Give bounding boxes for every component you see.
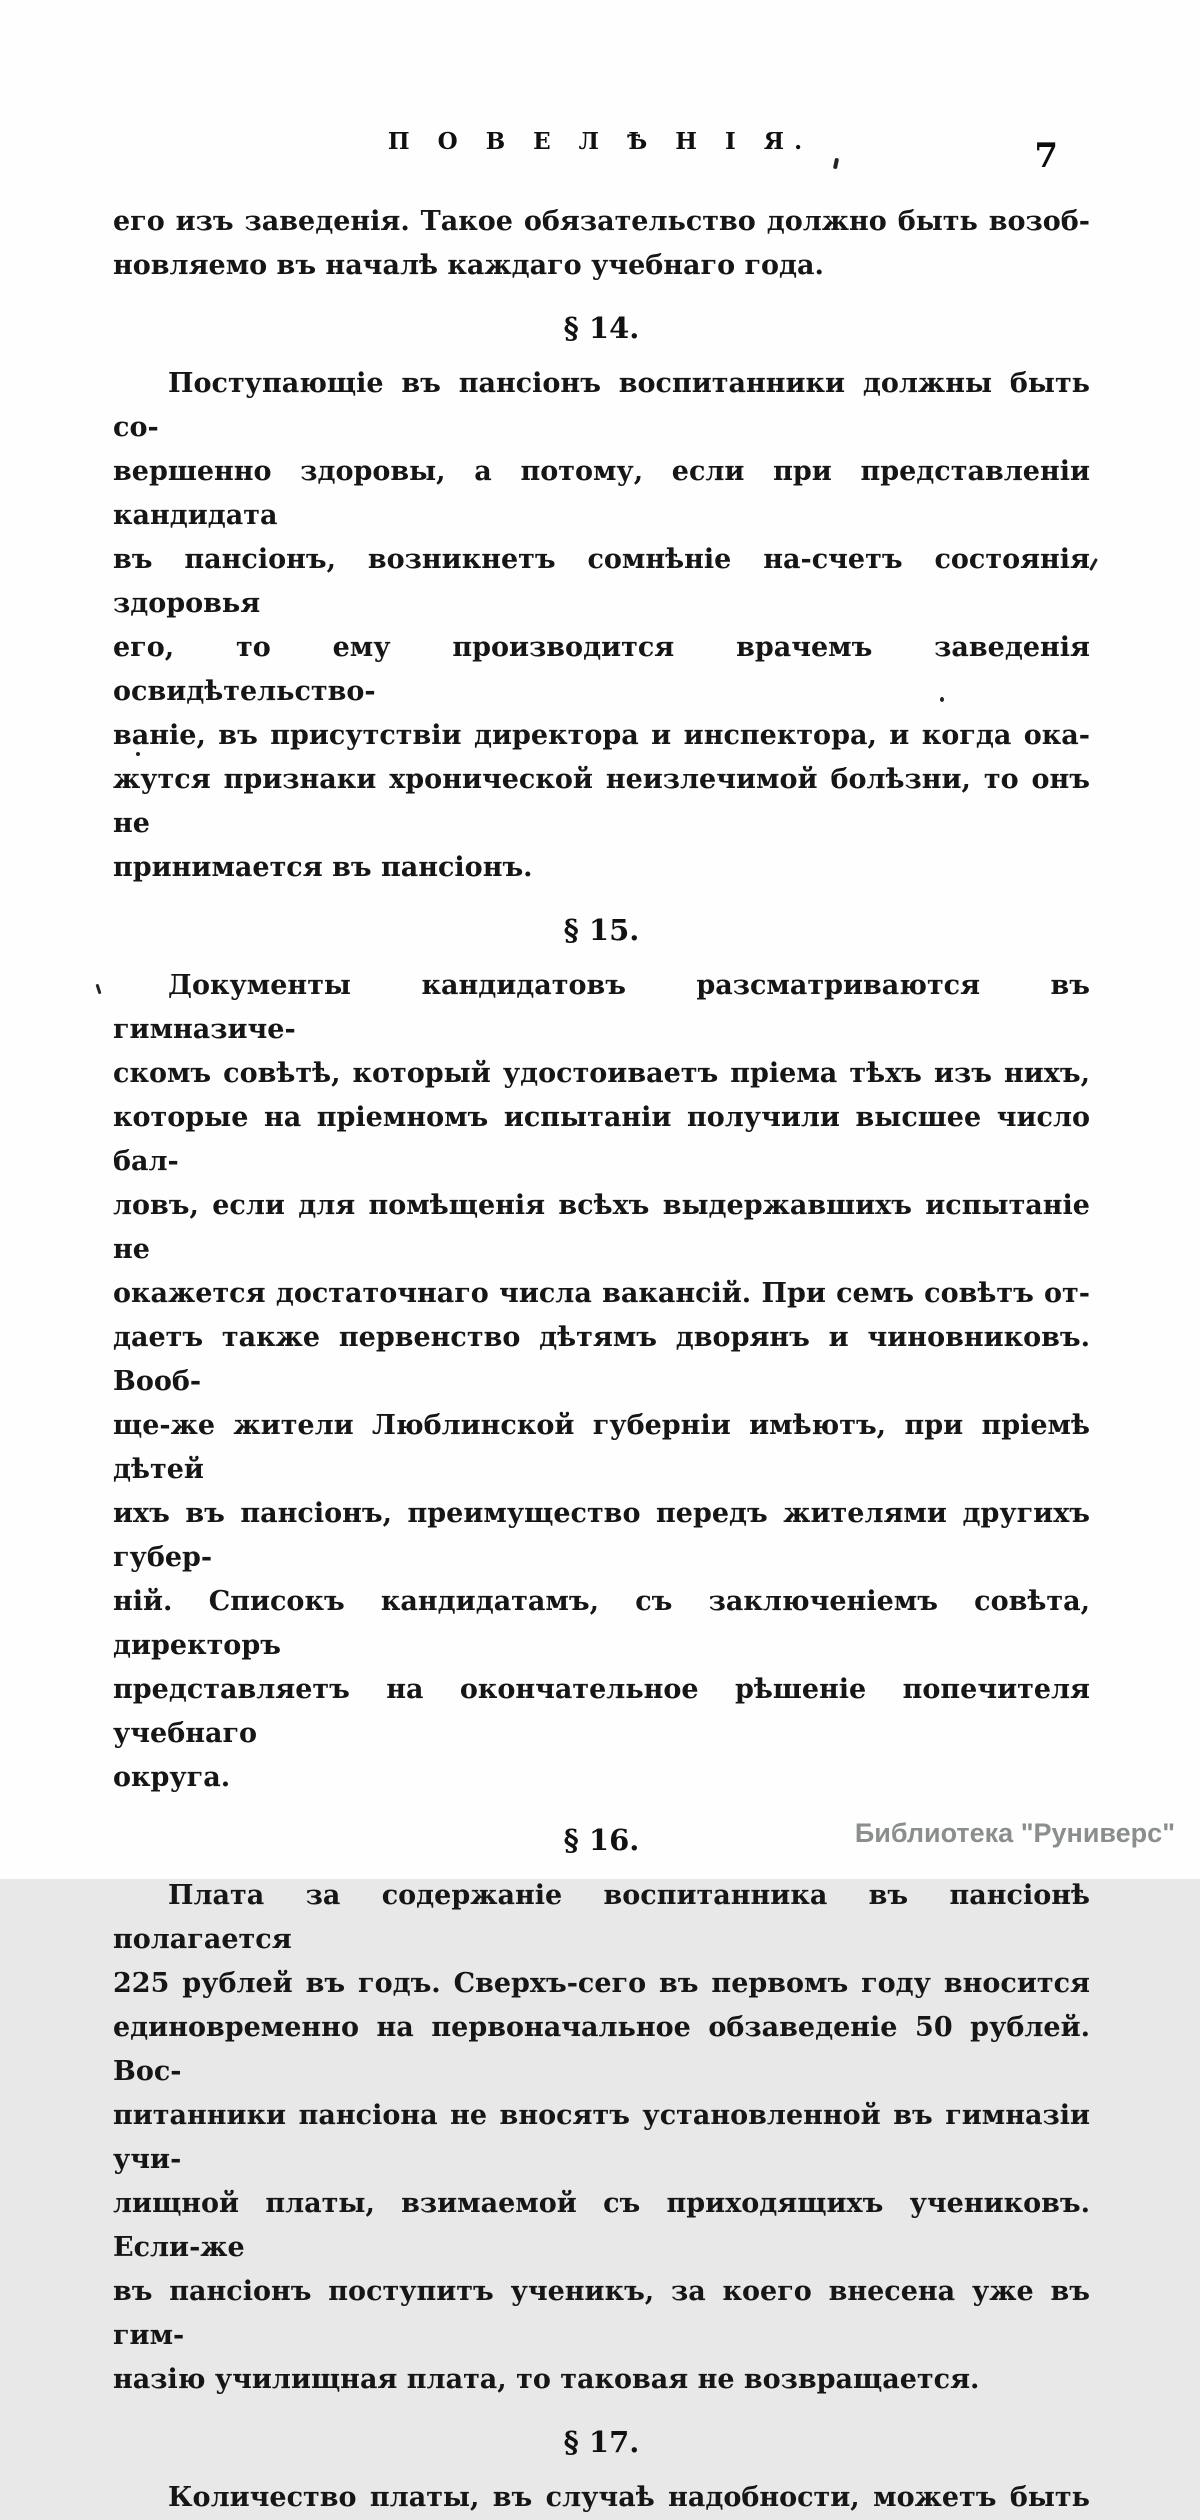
paragraph-continuation [113, 200, 1090, 288]
section-15 [113, 908, 1090, 1800]
running-title: П О В Е Л Ѣ Н І Я. [387, 128, 813, 155]
text-line: назію училищная плата, то таковая не возвращается. [113, 2364, 980, 2395]
text-line: окажется достаточнаго числа вакансій. При семъ совѣтъ от- [113, 1278, 1090, 1309]
text-line: ще-же жители Люблинской губерніи имѣютъ, при пріемѣ дѣтей [113, 1410, 1090, 1485]
text-line: даетъ также первенство дѣтямъ дворянъ и чиновниковъ. Вооб- [113, 1322, 1090, 1397]
text-line: 225 рублей въ годъ. Сверхъ-сего въ первомъ году вносится [113, 1968, 1090, 1999]
text-line: жутся признаки хронической неизлечимой болѣзни, то онъ не [113, 764, 1090, 839]
section-heading-14: § 14. [563, 311, 640, 345]
text-line: ихъ въ пансіонъ, преимущество передъ жителями другихъ губер- [113, 1498, 1090, 1573]
text-line: ній. Списокъ кандидатамъ, съ заключеніемъ совѣта, директоръ [113, 1586, 1090, 1661]
text-line: въ пансіонъ, возникнетъ сомнѣніе на-счетъ состоянія здоровья [113, 544, 1090, 619]
text-line: питанники пансіона не вносятъ установленной въ гимназіи учи- [113, 2100, 1090, 2175]
section-17 [113, 2420, 1090, 2520]
text-line: вершенно здоровы, а потому, если при представленіи кандидата [113, 456, 1090, 531]
text-line: округа. [113, 1762, 231, 1793]
page-number: 7 [1034, 136, 1058, 176]
text-line: ловъ, если для помѣщенія всѣхъ выдержавшихъ испытаніе не [113, 1190, 1090, 1265]
text-line: Количество платы, въ случаѣ надобности, можетъ быть [168, 2482, 1090, 2513]
scan-speck [940, 697, 944, 702]
text-line: ваніе, въ присутствіи директора и инспектора, и когда ока- [113, 720, 1090, 751]
section-heading-17: § 17. [563, 2425, 640, 2459]
text-line: лищной платы, взимаемой съ приходящихъ учениковъ. Если-же [113, 2188, 1090, 2263]
text-line: скомъ совѣтѣ, который удостоиваетъ пріема тѣхъ изъ нихъ, [113, 1058, 1090, 1089]
section-14 [113, 306, 1090, 890]
text-line: Плата за содержаніе воспитанника въ пансіонѣ полагается [113, 1880, 1090, 1955]
running-header [0, 128, 1200, 176]
text-line: Документы кандидатовъ разсматриваются въ гимназиче- [113, 970, 1090, 1045]
scan-speck [1089, 558, 1098, 571]
section-heading-16: § 16. [563, 1823, 640, 1857]
library-watermark: Библиотека "Руниверс" [854, 1818, 1175, 1848]
text-line: новляемо въ началѣ каждаго учебнаго года. [113, 250, 824, 281]
text-line: представляетъ на окончательное рѣшеніе попечителя учебнаго [113, 1674, 1090, 1749]
text-line: Поступающіе въ пансіонъ воспитанники должны быть со- [113, 368, 1090, 443]
text-line: его, то ему производится врачемъ заведенія освидѣтельство- [113, 632, 1090, 707]
text-line: единовременно на первоначальное обзаведеніе 50 рублей. Вос- [113, 2012, 1090, 2087]
text-line: которые на пріемномъ испытаніи получили высшее число бал- [113, 1102, 1090, 1177]
section-16 [113, 1818, 1090, 2402]
scan-speck [96, 984, 102, 994]
section-heading-15: § 15. [563, 913, 640, 947]
text-line: его изъ заведенія. Такое обязательство должно быть возоб- [113, 206, 1090, 237]
page-body [113, 200, 1090, 2520]
scan-speck [136, 752, 140, 756]
text-line: въ пансіонъ поступитъ ученикъ, за коего внесена уже въ гим- [113, 2276, 1090, 2351]
text-line: принимается въ пансіонъ. [113, 852, 533, 883]
